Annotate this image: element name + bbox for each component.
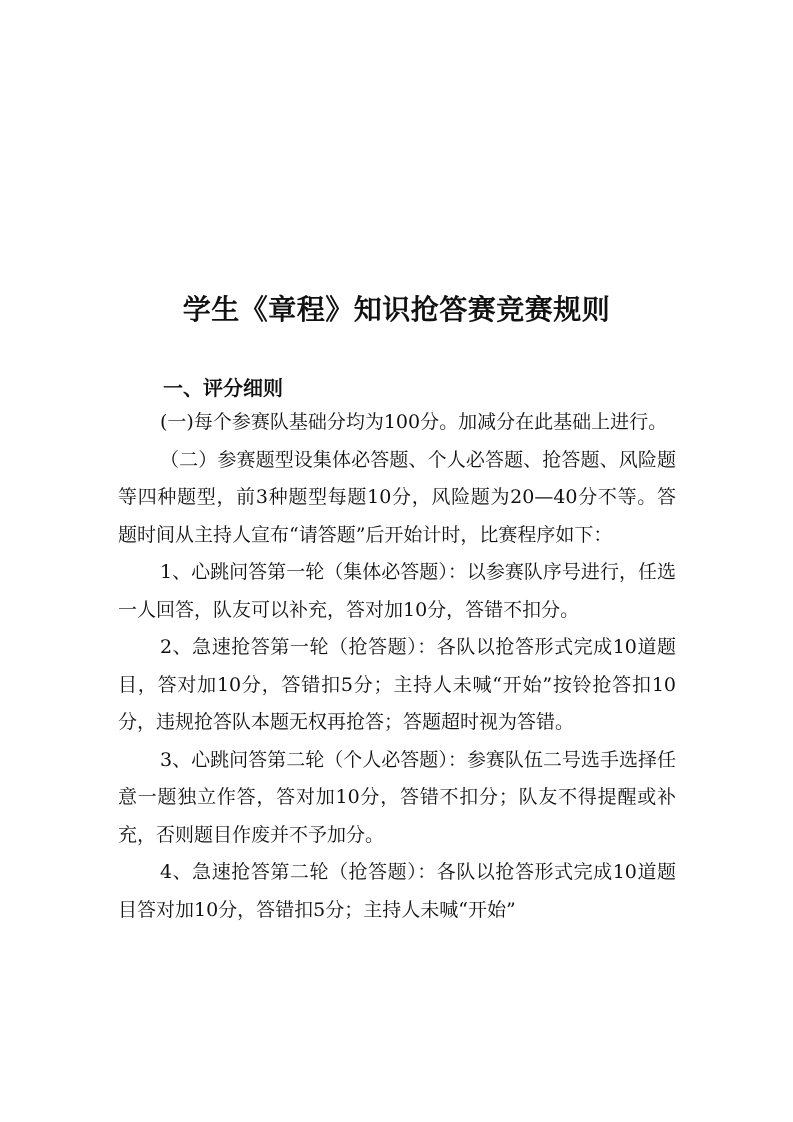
paragraph-round-1: 1、心跳问答第一轮（集体必答题）：以参赛队序号进行，任选一人回答，队友可以补充，答对加10分，答错不扣分。 [118, 561, 676, 621]
paragraph-round-3: 3、心跳问答第二轮（个人必答题）：参赛队伍二号选手选择任意一题独立作答，答对加10分，答错不扣分；队友不得提醒或补充，否则题目作废并不予加分。 [118, 748, 676, 846]
section-heading-scoring: 一、评分细则 [163, 376, 283, 400]
paragraph-question-types: （二）参赛题型设集体必答题、个人必答题、抢答题、风险题等四种题型，前3种题型每题10分，风险题为20—40分不等。答题时间从主持人宣布“请答题”后开始计时，比赛程序如下： [118, 448, 676, 546]
document-body [118, 404, 676, 929]
paragraph-base-score: (一)每个参赛队基础分均为100分。加减分在此基础上进行。 [160, 411, 668, 433]
paragraph-round-4: 4、急速抢答第二轮（抢答题）：各队以抢答形式完成10道题目答对加10分，答错扣5分；主持人未喊“开始” [118, 861, 676, 921]
document-title: 学生《章程》知识抢答赛竞赛规则 [182, 293, 611, 326]
paragraph-round-2: 2、急速抢答第一轮（抢答题）：各队以抢答形式完成10道题目，答对加10分，答错扣5分；主持人未喊“开始”按铃抢答扣10分，违规抢答队本题无权再抢答；答题超时视为答错。 [118, 636, 676, 733]
